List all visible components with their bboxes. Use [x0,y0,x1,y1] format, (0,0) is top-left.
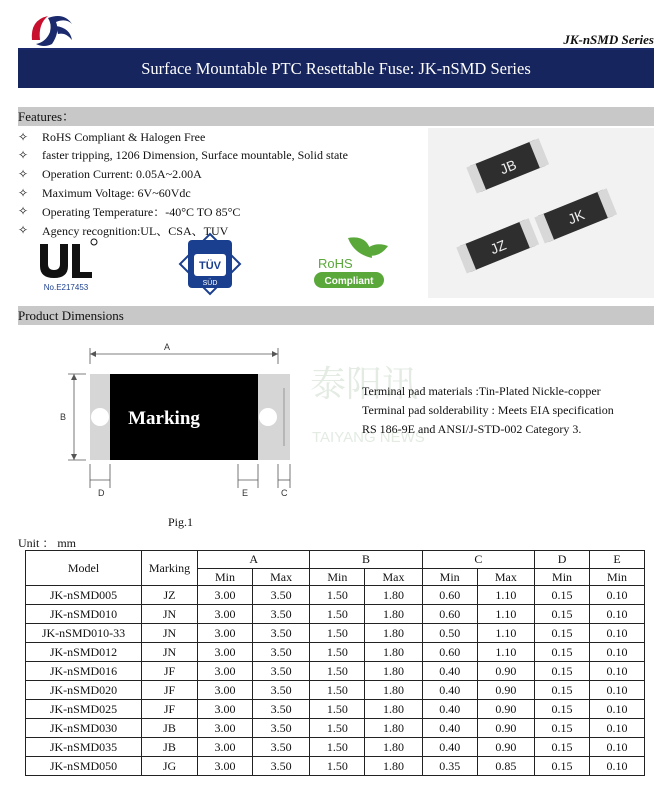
column-subheader: Max [477,569,534,586]
table-cell: 0.60 [422,605,477,624]
dim-label-c: C [281,488,288,498]
table-cell: 3.50 [252,738,309,757]
table-cell: 3.00 [198,681,253,700]
table-cell: 1.50 [310,624,365,643]
table-cell: 0.10 [590,624,645,643]
table-cell: 3.00 [198,700,253,719]
column-subheader: Min [310,569,365,586]
table-cell: JK-nSMD005 [26,586,142,605]
feature-item: ✧ Operating Temperature：-40°C TO 85°C [18,204,241,220]
table-cell: 3.50 [252,662,309,681]
table-cell: 3.00 [198,643,253,662]
watermark-cn: 泰阳讯 [310,364,419,405]
figure-caption: Pig.1 [168,515,194,529]
table-cell: 0.15 [535,586,590,605]
table-cell: 3.50 [252,643,309,662]
feature-item: ✧ RoHS Compliant & Halogen Free [18,129,206,144]
table-cell: 1.80 [365,605,422,624]
company-logo [26,10,78,50]
table-cell: 1.80 [365,757,422,776]
terminal-note: Terminal pad solderability : Meets EIA specification [362,403,614,417]
marking-label: Marking [128,408,200,429]
table-cell: 0.90 [477,738,534,757]
dimension-diagram [60,336,310,516]
table-cell: 0.10 [590,681,645,700]
table-cell: 1.80 [365,738,422,757]
table-cell: 1.50 [310,605,365,624]
table-cell: JZ [142,586,198,605]
ul-logo [40,239,97,292]
table-cell: JB [142,719,198,738]
table-row [26,700,645,719]
table-row [26,662,645,681]
table-cell: JK-nSMD050 [26,757,142,776]
diamond-bullet-icon: ✧ [18,204,29,219]
table-cell: JF [142,662,198,681]
table-cell: 0.10 [590,605,645,624]
table-cell: 1.50 [310,586,365,605]
table-cell: 1.50 [310,738,365,757]
table-cell: 1.80 [365,700,422,719]
ul-number: No.E217453 [43,283,89,292]
column-header-d: D [535,551,590,569]
table-cell: 0.90 [477,700,534,719]
table-cell: JK-nSMD035 [26,738,142,757]
table-cell: JK-nSMD016 [26,662,142,681]
table-cell: 0.40 [422,681,477,700]
table-cell: 1.80 [365,643,422,662]
page-header [18,8,654,50]
table-cell: 3.50 [252,624,309,643]
table-cell: 0.10 [590,738,645,757]
watermark-en: TAIYANG NEWS [312,429,425,446]
column-subheader: Max [252,569,309,586]
dimension-table [25,550,645,776]
series-tag: JK-nSMD Series [563,32,654,47]
column-subheader: Min [590,569,645,586]
table-cell: 3.00 [198,738,253,757]
table-cell: 1.50 [310,700,365,719]
table-cell: JN [142,643,198,662]
features-heading: Features： [18,107,654,126]
column-header-e: E [590,551,645,569]
table-cell: 0.50 [422,624,477,643]
table-row [26,681,645,700]
rohs-bottom-text: Compliant [324,276,374,287]
table-cell: JF [142,681,198,700]
table-cell: 0.15 [535,738,590,757]
column-header-marking: Marking [142,551,198,586]
table-cell: 3.50 [252,700,309,719]
table-cell: 0.15 [535,700,590,719]
table-cell: 0.15 [535,643,590,662]
column-header-c: C [422,551,534,569]
table-cell: 1.50 [310,757,365,776]
chip-marking: JK [565,206,587,228]
rohs-logo [314,237,388,288]
table-cell: 0.90 [477,719,534,738]
table-cell: 0.40 [422,738,477,757]
table-cell: 0.60 [422,586,477,605]
column-subheader: Min [422,569,477,586]
table-cell: JN [142,605,198,624]
table-cell: 3.50 [252,719,309,738]
table-cell: 0.85 [477,757,534,776]
feature-item: ✧ faster tripping, 1206 Dimension, Surface mountable, Solid state [18,148,348,163]
tuv-logo [180,234,240,294]
table-cell: 3.00 [198,662,253,681]
table-cell: 1.50 [310,643,365,662]
chip-marking: JB [497,156,519,178]
table-row [26,605,645,624]
diamond-bullet-icon: ✧ [18,166,29,181]
table-cell: 0.60 [422,643,477,662]
table-cell: 3.00 [198,719,253,738]
table-cell: JN [142,624,198,643]
table-cell: 1.80 [365,586,422,605]
table-cell: 0.10 [590,662,645,681]
diamond-bullet-icon: ✧ [18,129,29,144]
table-cell: 1.50 [310,719,365,738]
chip-marking: JZ [487,236,509,258]
column-subheader: Min [535,569,590,586]
tuv-top-text: TÜV [199,260,221,272]
dim-label-d: D [98,488,105,498]
table-row [26,757,645,776]
table-cell: 3.00 [198,624,253,643]
table-cell: 1.80 [365,719,422,738]
table-cell: JB [142,738,198,757]
unit-label: Unit ： mm [18,536,77,550]
tuv-bottom-text: SÜD [202,280,218,287]
table-cell: 0.15 [535,757,590,776]
table-cell: 0.10 [590,586,645,605]
table-cell: 0.40 [422,719,477,738]
column-header-a: A [198,551,310,569]
table-row [26,643,645,662]
terminal-note: Terminal pad materials :Tin-Plated Nickle-copper [362,384,601,398]
table-cell: 1.10 [477,624,534,643]
table-cell: JF [142,700,198,719]
table-cell: 0.15 [535,719,590,738]
table-cell: JK-nSMD010 [26,605,142,624]
features-list [18,128,418,240]
table-cell: 0.10 [590,700,645,719]
table-cell: JK-nSMD012 [26,643,142,662]
table-cell: JK-nSMD020 [26,681,142,700]
table-cell: 1.80 [365,662,422,681]
dim-label-a: A [164,342,171,352]
dimensions-heading: Product Dimensions [18,306,654,325]
dim-label-b: B [60,412,67,422]
column-subheader: Max [365,569,422,586]
table-row [26,738,645,757]
table-cell: 3.50 [252,605,309,624]
terminal-note: RS 186-9E and ANSI/J-STD-002 Category 3. [362,422,582,436]
table-cell: 1.50 [310,681,365,700]
table-cell: 0.90 [477,681,534,700]
table-cell: 3.50 [252,757,309,776]
table-cell: 0.15 [535,624,590,643]
table-cell: 0.15 [535,662,590,681]
feature-item: ✧ Maximum Voltage: 6V~60Vdc [18,185,191,200]
table-cell: 1.10 [477,586,534,605]
table-cell: 1.80 [365,681,422,700]
feature-item: ✧ Agency recognition:UL、CSA、TUV [18,222,229,238]
diamond-bullet-icon: ✧ [18,185,29,200]
table-cell: 0.10 [590,757,645,776]
certification-logos [18,232,418,296]
table-cell: 0.15 [535,605,590,624]
table-body [26,586,645,776]
product-photo [428,128,654,298]
table-cell: 0.35 [422,757,477,776]
column-header-b: B [310,551,422,569]
rohs-top-text: RoHS [318,256,353,271]
table-cell: 1.80 [365,624,422,643]
table-cell: 0.40 [422,700,477,719]
page-title: Surface Mountable PTC Resettable Fuse: JK-nSMD Series [18,50,654,88]
table-cell: 1.10 [477,643,534,662]
diamond-bullet-icon: ✧ [18,148,29,163]
table-cell: 1.50 [310,662,365,681]
column-header-model: Model [26,551,142,586]
table-cell: 0.10 [590,719,645,738]
table-cell: JK-nSMD030 [26,719,142,738]
feature-item: ✧ Operation Current: 0.05A~2.00A [18,166,202,181]
terminal-notes [362,382,654,439]
table-cell: 0.90 [477,662,534,681]
table-cell: 1.10 [477,605,534,624]
table-cell: JK-nSMD010-33 [26,624,142,643]
dim-label-e: E [242,488,249,498]
table-cell: 3.00 [198,586,253,605]
diamond-bullet-icon: ✧ [18,222,29,237]
column-subheader: Min [198,569,253,586]
table-row [26,624,645,643]
table-cell: 0.40 [422,662,477,681]
table-cell: JG [142,757,198,776]
table-cell: 0.10 [590,643,645,662]
table-row [26,586,645,605]
table-row [26,719,645,738]
table-cell: 3.00 [198,757,253,776]
table-cell: JK-nSMD025 [26,700,142,719]
table-cell: 3.50 [252,681,309,700]
table-cell: 0.15 [535,681,590,700]
table-cell: 3.50 [252,586,309,605]
table-cell: 3.00 [198,605,253,624]
